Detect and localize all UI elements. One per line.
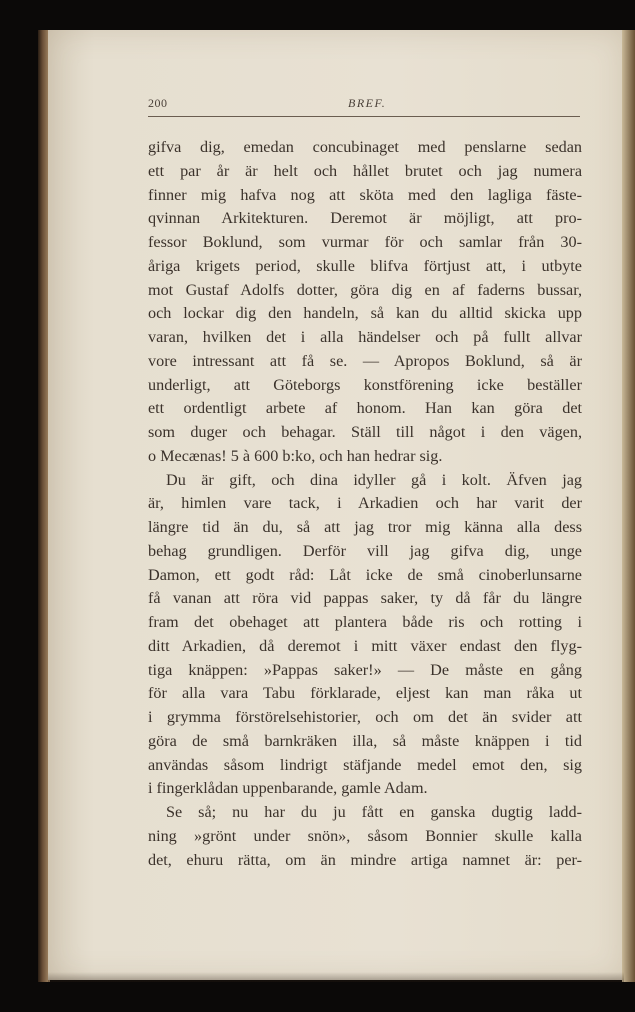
text-line: användas såsom lindrigt stäfjande medel emot den, sig bbox=[148, 755, 582, 774]
text-line: fessor Boklund, som vurmar för och samlar från 30- bbox=[148, 233, 582, 251]
text-line: ning »grönt under snön», såsom Bonnier skulle kalla bbox=[148, 826, 582, 845]
text-line: underligt, att Göteborgs konstförening icke beställer bbox=[148, 375, 582, 394]
text-line: fram det obehaget att plantera både ris och rotting i bbox=[148, 613, 582, 631]
text-line: gifva dig, emedan concubinaget med penslarne sedan bbox=[148, 138, 582, 156]
text-line: ett par år är helt och hållet brutet och jag numera bbox=[148, 161, 582, 180]
page-bottom-shadow bbox=[48, 972, 624, 982]
text-line: finner mig hafva nog att sköta med den lagliga fäste- bbox=[148, 185, 582, 204]
body-text bbox=[148, 136, 582, 872]
text-line: varan, hvilken det i alla händelser och på fullt allvar bbox=[148, 328, 582, 346]
page-number: 200 bbox=[148, 96, 168, 110]
running-head: BREF. bbox=[348, 96, 387, 110]
text-line: ett ordentligt arbete af honom. Han kan göra det bbox=[148, 399, 582, 418]
text-line: Damon, ett godt råd: Låt icke de små cinoberlunsarne bbox=[148, 565, 582, 584]
text-line: i grymma förstörelsehistorier, och om det än svider att bbox=[148, 708, 582, 726]
text-line: det, ehuru rätta, om än mindre artiga namnet är: per- bbox=[148, 850, 582, 869]
text-line: behag grundligen. Derför vill jag gifva dig, unge bbox=[148, 541, 582, 560]
text-line: ditt Arkadien, då deremot i mitt växer endast den flyg- bbox=[148, 636, 582, 655]
text-line: och lockar dig den handeln, så kan du alltid skicka upp bbox=[148, 304, 582, 323]
text-line: som duger och behagar. Ställ till något i den vägen, bbox=[148, 423, 582, 441]
text-line: längre tid än du, så att jag tror mig känna alla dess bbox=[148, 518, 582, 536]
text-line: få vanan att röra vid pappas saker, ty då får du längre bbox=[148, 589, 582, 608]
scan-right-edge bbox=[622, 30, 635, 982]
text-line: för alla vara Tabu förklarade, eljest kan man råka ut bbox=[148, 684, 582, 703]
text-line: tiga knäppen: »Pappas saker!» — De måste en gång bbox=[148, 660, 582, 679]
page-header bbox=[148, 96, 580, 116]
text-line: göra de små barnkräken illa, så måste knäppen i tid bbox=[148, 731, 582, 750]
text-line: är, himlen vare tack, i Arkadien och har varit der bbox=[148, 494, 582, 513]
text-line: vore intressant att få se. — Apropos Boklund, så är bbox=[148, 351, 582, 370]
text-line: i fingerklådan uppenbarande, gamle Adam. bbox=[148, 779, 428, 798]
text-line: qvinnan Arkitekturen. Deremot är möjligt, att pro- bbox=[148, 209, 582, 228]
text-line: o Mecænas! 5 à 600 b:ko, och han hedrar sig. bbox=[148, 446, 443, 465]
text-line: åriga krigets period, skulle blifva förtjust att, i utbyte bbox=[148, 256, 582, 275]
text-line: Se så; nu har du ju fått en ganska dugtig ladd- bbox=[166, 803, 582, 821]
text-line: mot Gustaf Adolfs dotter, göra dig en af faderns bussar, bbox=[148, 280, 582, 299]
header-rule bbox=[148, 116, 580, 117]
text-line: Du är gift, och dina idyller gå i kolt. Äfven jag bbox=[166, 470, 582, 489]
